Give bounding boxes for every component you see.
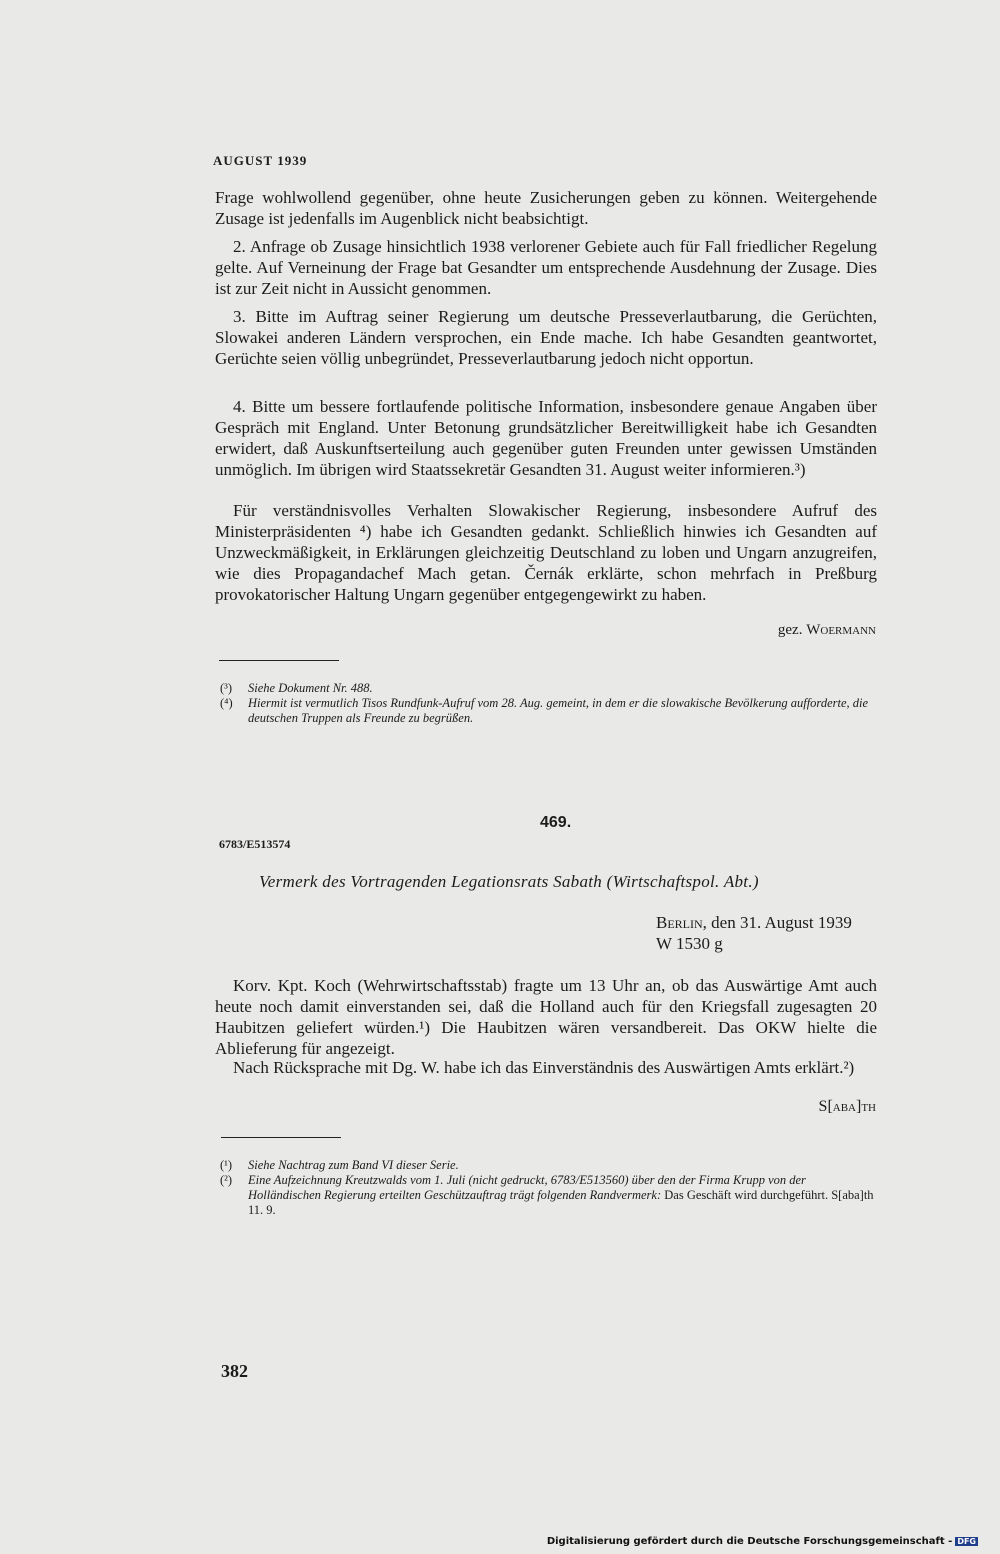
dfg-logo-icon: DFG (957, 1536, 976, 1546)
footnote-4 (220, 696, 875, 726)
footnote-mark: (⁴) (220, 696, 233, 710)
paragraph-consent: Nach Rücksprache mit Dg. W. habe ich das Einverständnis des Auswärtigen Amts erklärt.²) (233, 1058, 855, 1077)
archive-reference: 6783/E513574 (219, 837, 291, 851)
signature-sabath: S[aba]th (818, 1098, 876, 1115)
document-title: Vermerk des Vortragenden Legationsrats Sabath (Wirtschaftspol. Abt.) (259, 872, 759, 891)
credit-text: Digitalisierung gefördert durch die Deutsche Forschungsgemeinschaft - (546, 1536, 953, 1547)
footnote-roman-text: Das Geschäft wird durchgeführt. S[aba]th 11. 9. (248, 1188, 874, 1217)
page-number: 382 (221, 1361, 248, 1381)
paragraph-continuation: Frage wohlwollend gegenüber, ohne heute Zusicherungen geben zu können. Weitergehende Zusage ist jedenfalls im Augenblick nicht beabsichtigt. (215, 188, 877, 228)
footnote-text: Hiermit ist vermutlich Tisos Rundfunk-Aufruf vom 28. Aug. gemeint, in dem er die slowakische Bevölkerung aufforderte, die deutschen Truppen als Freunde zu begrüßen. (248, 696, 869, 725)
footnote-text: Siehe Dokument Nr. 488. (248, 681, 373, 695)
footnote-3 (220, 681, 875, 696)
footnote-2 (220, 1173, 875, 1218)
running-header: AUGUST 1939 (213, 153, 308, 168)
footnote-text-block (220, 1173, 875, 1218)
paragraph-point-2: 2. Anfrage ob Zusage hinsichtlich 1938 verlorener Gebiete auch für Fall friedlicher Regelung gelte. Auf Verneinung der Frage bat Gesandter um entsprechende Ausdehnung der Zusage. Dies ist zur Zeit nicht in Aussicht genommen. (215, 237, 877, 298)
signature-woermann (620, 622, 876, 639)
paragraph-koch-inquiry: Korv. Kpt. Koch (Wehrwirtschaftsstab) fragte um 13 Uhr an, ob das Auswärtige Amt auch heute noch damit einverstanden sei, daß die Holland auch für den Kriegsfall zugesagten 20 Haubitzen geliefert würden.¹) Die Haubitzen wären versandbereit. Das OKW hielte die Ablieferung für angezeigt. (215, 976, 877, 1058)
footnote-text: Eine Aufzeichnung Kreutzwalds vom 1. Juli (nicht gedruckt, 6783/E513560) über den der Firma Krupp von der Holländischen Regierung erteilten Geschützauftrag trägt folgenden Randvermerk: (248, 1173, 806, 1202)
date: , den 31. August 1939 (702, 913, 852, 932)
digitization-credit (547, 1536, 978, 1547)
place-date-block (656, 912, 852, 954)
document-number: 469. (540, 814, 572, 831)
footnote-mark: (¹) (220, 1158, 233, 1172)
signature-prefix: gez. (777, 622, 803, 638)
file-code: W 1530 g (656, 934, 723, 953)
footnote-1 (220, 1158, 875, 1173)
paragraph-point-3: 3. Bitte im Auftrag seiner Regierung um deutsche Presseverlautbarung, die Gerüchten, Slowakei anderen Ländern versprochen, ein Ende mache. Ich habe Gesandten geantwortet, Gerüchte seien völlig unbegründet, Presseverlautbarung jedoch nicht opportun. (215, 307, 877, 368)
footnote-mark: (²) (220, 1173, 233, 1187)
footnote-mark: (³) (220, 681, 233, 695)
signature-name: Woermann (806, 622, 876, 638)
footnote-divider-1 (219, 660, 339, 661)
paragraph-closing: Für verständnisvolles Verhalten Slowakischer Regierung, insbesondere Aufruf des Ministerpräsidenten ⁴) habe ich Gesandten gedankt. Schließlich hinwies ich Gesandten auf Unzweckmäßigkeit, in Erklärungen gleichzeitig Deutschland zu loben und Ungarn anzugreifen, wie dies Propagandachef Mach getan. Černák erklärte, schon mehrfach in Preßburg provokatorischer Haltung Ungarn gegenüber entgegengewirkt zu haben. (215, 501, 877, 604)
place: Berlin (656, 913, 703, 932)
footnote-text: Siehe Nachtrag zum Band VI dieser Serie. (248, 1158, 459, 1172)
paragraph-point-4: 4. Bitte um bessere fortlaufende politische Information, insbesondere genaue Angaben über Gespräch mit England. Unter Betonung grundsätzlicher Bereitwilligkeit habe ich Gesandten erwidert, daß Auskunftserteilung auch gegenüber guten Freunden unter gewissen Umständen unmöglich. Im übrigen wird Staatssekretär Gesandten 31. August weiter informieren.³) (215, 397, 877, 479)
footnote-divider-2 (221, 1137, 341, 1138)
